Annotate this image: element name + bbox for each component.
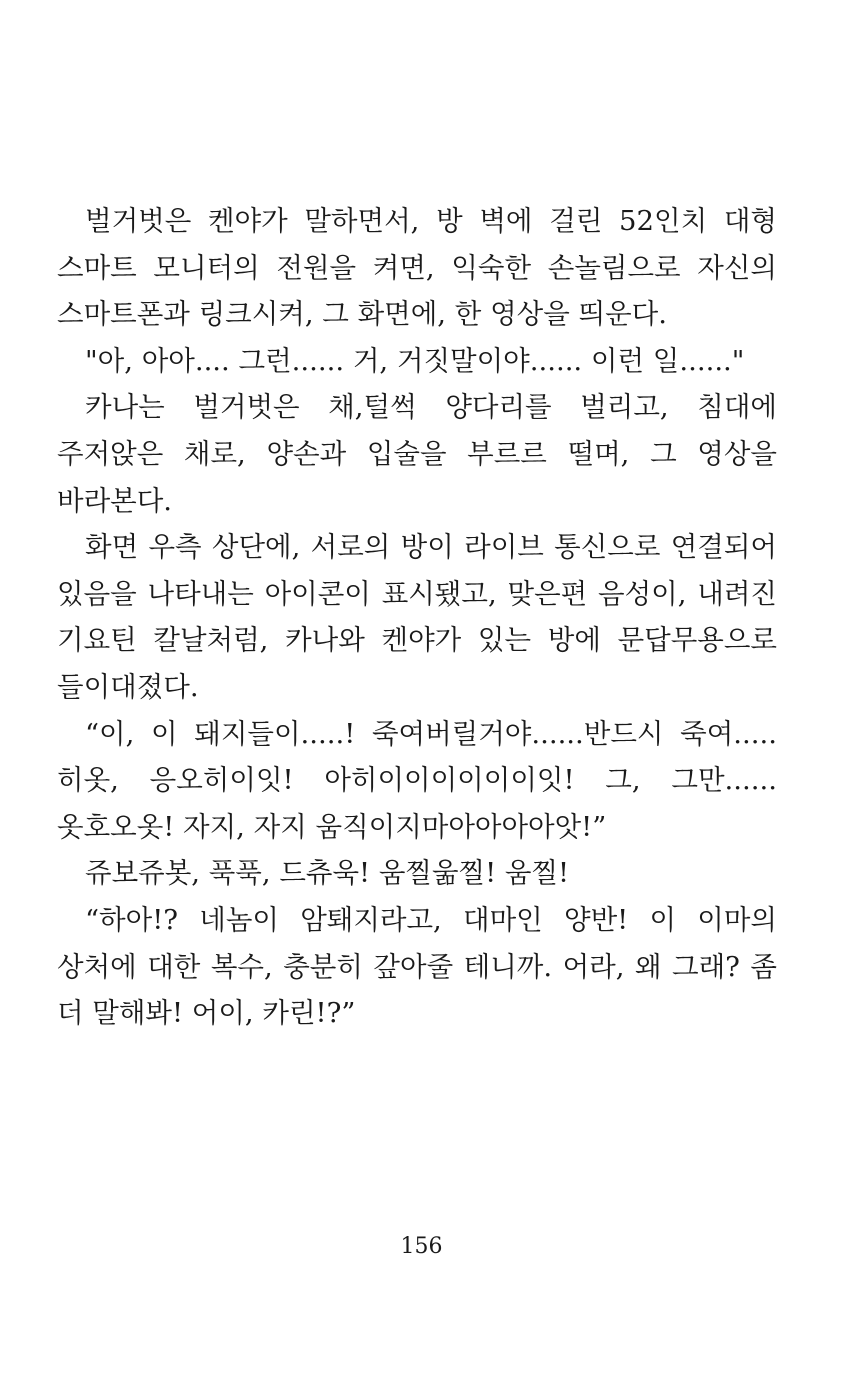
paragraph: "아, 아아.... 그런...... 거, 거짓말이야...... 이런 일......" (85, 344, 745, 377)
paragraph: “이, 이 돼지들이.....! 죽여버릴거야......반드시 죽여.....히옷, 응오히이잇! 아히이이이이이이잇! 그, 그만......옷호오옷! 자지, 자지 움직이지마아아아아앗!” (57, 717, 777, 843)
paragraph: 카나는 벌거벗은 채,털썩 양다리를 벌리고, 침대에 주저앉은 채로, 양손과 입술을 부르르 떨며, 그 영상을 바라본다. (57, 391, 777, 517)
body-text (57, 198, 777, 1037)
paragraph: “하아!? 네놈이 암퇘지라고, 대마인 양반! 이 이마의 상처에 대한 복수, 충분히 갚아줄 테니까. 어라, 왜 그래? 좀 더 말해봐! 어이, 카린!?” (57, 903, 777, 1030)
page-number: 156 (400, 1234, 443, 1259)
paragraph: 벌거벗은 켄야가 말하면서, 방 벽에 걸린 52인치 대형 스마트 모니터의 전원을 켜면, 익숙한 손놀림으로 자신의 스마트폰과 링크시켜, 그 화면에, 한 영상을 띄운다. (57, 205, 777, 331)
paragraph: 쥬보쥬봇, 푹푹, 드츄욱! 움찔욺찔! 움찔! (85, 857, 570, 890)
paragraph: 화면 우측 상단에, 서로의 방이 라이브 통신으로 연결되어 있음을 나타내는 아이콘이 표시됐고, 맞은편 음성이, 내려진 기요틴 칼날처럼, 카나와 켄야가 있는 방에 문답무용으로 들이대졌다. (57, 531, 777, 703)
